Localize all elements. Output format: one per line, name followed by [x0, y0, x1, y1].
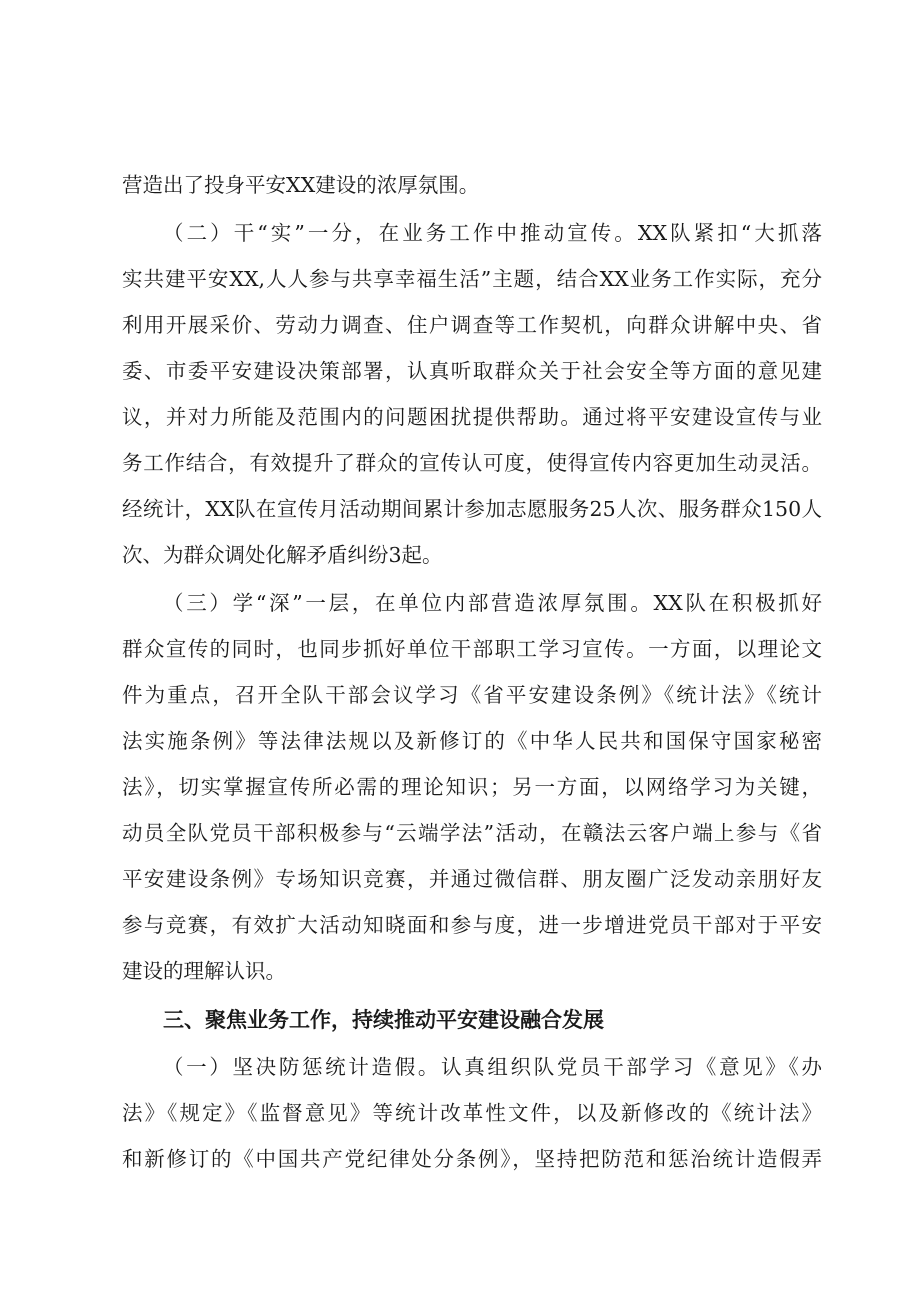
- text-line: 务工作结合，有效提升了群众的宣传认可度，使得宣传内容更加生动灵活。: [122, 451, 822, 475]
- text-line: 议，并对力所能及范围内的问题困扰提供帮助。通过将平安建设宣传与业: [122, 405, 822, 429]
- text-line: 和新修订的《中国共产党纪律处分条例》，坚持把防范和惩治统计造假弄: [122, 1147, 822, 1171]
- text-line: 利用开展采价、劳动力调查、住户调查等工作契机，向群众讲解中央、省: [122, 313, 822, 337]
- text-line: 件为重点，召开全队干部会议学习《省平安建设条例》《统计法》《统计: [122, 683, 822, 707]
- section-heading: 三、聚焦业务工作，持续推动平安建设融合发展: [163, 1008, 604, 1032]
- text-line: 实共建平安XX,人人参与共享幸福生活”主题，结合XX业务工作实际，充分: [122, 267, 822, 291]
- text-line: 平安建设条例》专场知识竞赛，并通过微信群、朋友圈广泛发动亲朋好友: [122, 867, 822, 891]
- text-line: 委、市委平安建设决策部署，认真听取群众关于社会安全等方面的意见建: [122, 359, 822, 383]
- text-line: （一）坚决防惩统计造假。认真组织队党员干部学习《意见》《办: [163, 1055, 822, 1079]
- text-line: 法》，切实掌握宣传所必需的理论知识；另一方面，以网络学习为关键，: [122, 775, 822, 799]
- text-line: 法》《规定》《监督意见》等统计改革性文件，以及新修改的《统计法》: [122, 1101, 822, 1125]
- text-line: 建设的理解认识。: [122, 959, 286, 983]
- text-line: 法实施条例》等法律法规以及新修订的《中华人民共和国保守国家秘密: [122, 729, 822, 753]
- text-line: 经统计，XX队在宣传月活动期间累计参加志愿服务25人次、服务群众150人: [122, 497, 822, 521]
- text-line: 动员全队党员干部积极参与“云端学法”活动，在赣法云客户端上参与《省: [122, 821, 822, 845]
- text-line: （三）学“深”一层，在单位内部营造浓厚氛围。XX队在积极抓好: [163, 591, 822, 615]
- text-line: （二）干“实”一分，在业务工作中推动宣传。XX队紧扣“大抓落: [163, 221, 822, 245]
- text-line: 营造出了投身平安XX建设的浓厚氛围。: [122, 173, 480, 197]
- text-line: 次、为群众调处化解矛盾纠纷3起。: [122, 543, 443, 567]
- text-line: 群众宣传的同时，也同步抓好单位干部职工学习宣传。一方面，以理论文: [122, 637, 822, 661]
- text-line: 参与竞赛，有效扩大活动知晓面和参与度，进一步增进党员干部对于平安: [122, 913, 822, 937]
